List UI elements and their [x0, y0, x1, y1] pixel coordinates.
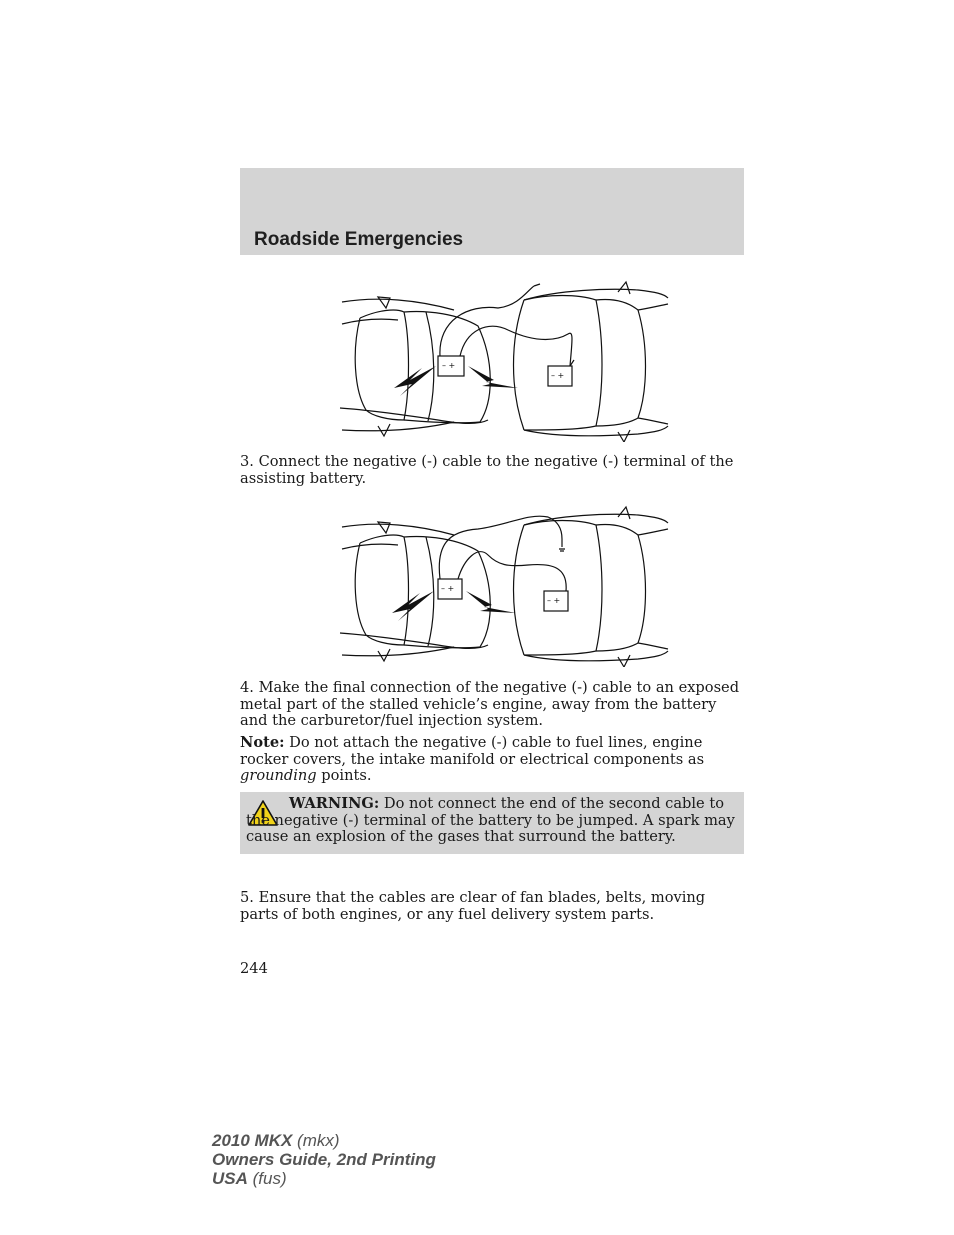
step-5-text: 5. Ensure that the cables are clear of fan blades, belts, moving parts of both engines, or any fuel delivery system parts. — [240, 889, 706, 923]
note-emphasis: grounding — [240, 767, 317, 784]
footer-model-code: (mkx) — [292, 1131, 340, 1150]
jump-start-diagram-2 — [338, 505, 670, 667]
battery-label-2: – + — [551, 371, 565, 380]
warning-text — [246, 796, 736, 846]
footer-line-2: Owners Guide, 2nd Printing — [212, 1150, 436, 1169]
step-3-text: 3. Connect the negative (-) cable to the negative (-) terminal of the assisting battery. — [240, 453, 734, 487]
warning-box — [240, 792, 744, 854]
note-label: Note: — [240, 734, 285, 751]
step-4-text: 4. Make the final connection of the negative (-) cable to an exposed metal part of the stalled vehicle’s engine, away from the battery and the carburetor/fuel injection system. — [240, 679, 740, 729]
page-number: 244 — [240, 960, 268, 977]
header-band — [240, 168, 744, 255]
jump-start-figure-step4 — [338, 505, 670, 667]
note-text-after: points. — [316, 767, 372, 784]
section-title: Roadside Emergencies — [254, 229, 464, 250]
battery-label-1: – + — [442, 361, 456, 370]
warning-body: Do not connect the end of the second cable to the negative (-) terminal of the battery to be jumped. A spark may cause an explosion of the gases that surround the battery. — [246, 795, 735, 845]
footer-line-3 — [212, 1169, 436, 1188]
jump-start-figure-step3 — [338, 280, 670, 442]
note-text-before: Do not attach the negative (-) cable to fuel lines, engine rocker covers, the intake manifold or electrical components as — [240, 734, 705, 768]
battery-label-4: – + — [547, 596, 561, 605]
footer — [212, 1131, 436, 1188]
warning-label: WARNING: — [289, 795, 380, 812]
footer-market-code: (fus) — [247, 1169, 287, 1188]
note-paragraph — [240, 735, 744, 785]
battery-label-3: – + — [441, 584, 455, 593]
footer-model: 2010 MKX — [212, 1131, 293, 1150]
jump-start-diagram-1 — [338, 280, 670, 442]
footer-market: USA — [212, 1169, 248, 1188]
footer-line-1 — [212, 1131, 436, 1150]
